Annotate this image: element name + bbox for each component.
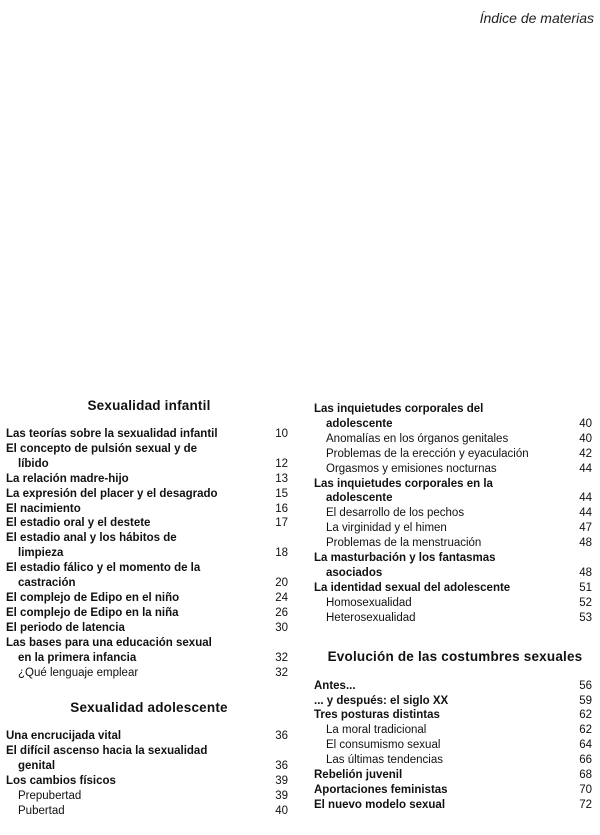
entry-title: Una encrucijada vital <box>6 730 122 743</box>
page-number: 26 <box>275 606 288 619</box>
page-number: 24 <box>275 591 288 604</box>
page-number: 12 <box>275 457 288 470</box>
toc-right-column <box>314 402 596 813</box>
page-number: 36 <box>275 730 288 743</box>
page-number: 44 <box>579 492 592 505</box>
page-number: 62 <box>579 724 592 737</box>
page-number: 42 <box>579 447 592 460</box>
entry-title: adolescente <box>326 492 393 505</box>
entry-title: Las inquietudes corporales del <box>314 403 484 415</box>
toc-subentry <box>6 666 292 681</box>
page-number: 64 <box>579 739 592 752</box>
toc-entry <box>6 561 292 591</box>
toc-entry <box>6 774 292 789</box>
entry-title: ... y después: el siglo XX <box>314 694 449 707</box>
toc-subentry <box>314 447 596 462</box>
entry-title: El nacimiento <box>6 502 81 515</box>
entry-title: líbido <box>18 457 49 470</box>
page-number: 40 <box>275 804 288 817</box>
entry-title: El difícil ascenso hacia la sexualidad <box>6 745 208 758</box>
page-number: 39 <box>275 790 288 803</box>
entry-title: La virginidad y el himen <box>326 522 447 535</box>
toc-subentry <box>314 536 596 551</box>
page-number: 44 <box>579 507 592 520</box>
toc-section <box>6 700 292 818</box>
toc-entry <box>6 531 292 561</box>
entry-title: castración <box>18 577 76 590</box>
page-number: 32 <box>275 666 288 679</box>
page-number: 30 <box>275 621 288 634</box>
entry-title: Problemas de la erección y eyaculación <box>326 447 529 460</box>
toc-section <box>314 649 596 813</box>
entry-title: La masturbación y los fantasmas <box>314 552 496 565</box>
page-number: 44 <box>579 462 592 475</box>
entry-title: en la primera infancia <box>18 651 137 664</box>
entry-title: asociados <box>326 566 383 579</box>
page-number: 47 <box>579 522 592 535</box>
entry-title: La identidad sexual del adolescente <box>314 581 511 594</box>
entry-title: Los cambios físicos <box>6 775 116 788</box>
page-number: 10 <box>275 428 288 440</box>
toc-subentry <box>314 596 596 611</box>
toc-entry <box>314 581 596 596</box>
toc-entry <box>6 606 292 621</box>
entry-title: Las inquietudes corporales en la <box>314 477 493 490</box>
entry-title: Tres posturas distintas <box>314 709 440 722</box>
entry-title: Antes... <box>314 679 356 692</box>
entry-title: adolescente <box>326 417 393 430</box>
entry-title: Homosexualidad <box>326 596 412 609</box>
toc-entry <box>314 708 596 723</box>
toc-entry <box>6 621 292 636</box>
entry-title: La expresión del placer y el desagrado <box>6 487 218 500</box>
page-number: 56 <box>579 679 592 692</box>
toc-entry <box>314 477 596 507</box>
toc-entry <box>314 402 596 432</box>
page-number: 70 <box>579 783 592 796</box>
page-number: 52 <box>579 596 592 609</box>
entry-title: El periodo de latencia <box>6 621 125 634</box>
toc-entry <box>314 679 596 694</box>
page-number: 13 <box>275 472 288 485</box>
entry-title: Las bases para una educación sexual <box>6 636 212 649</box>
entry-title: genital <box>18 760 56 773</box>
page-number: 40 <box>579 432 592 445</box>
entry-title: El desarrollo de los pechos <box>326 507 465 520</box>
page-number: 48 <box>579 566 592 579</box>
toc-entry <box>6 744 292 774</box>
toc-subentry <box>314 462 596 477</box>
toc-entry <box>314 783 596 798</box>
toc-entry <box>6 636 292 666</box>
entry-title: Heterosexualidad <box>326 611 416 624</box>
page-number: 15 <box>275 487 288 500</box>
entry-title: El estadio anal y los hábitos de <box>6 532 177 545</box>
toc-entry <box>6 472 292 487</box>
page-number: 68 <box>579 769 592 782</box>
page-number: 39 <box>275 775 288 788</box>
toc-subentry <box>314 753 596 768</box>
toc-subentry <box>314 723 596 738</box>
page-number: 16 <box>275 502 288 515</box>
section-title-sexualidad-adolescente: Sexualidad adolescente <box>70 700 228 716</box>
toc-entry <box>6 591 292 606</box>
entry-title: El consumismo sexual <box>326 739 441 752</box>
page-number: 66 <box>579 754 592 767</box>
entry-title: El estadio fálico y el momento de la <box>6 562 201 575</box>
entry-title: Prepubertad <box>18 790 82 803</box>
page-number: 72 <box>579 798 592 811</box>
entry-title: Rebelión juvenil <box>314 769 403 782</box>
toc-section <box>6 398 292 680</box>
toc-entry <box>6 516 292 531</box>
entry-title: Pubertad <box>18 804 65 817</box>
toc-subentry <box>314 432 596 447</box>
page-number: 36 <box>275 760 288 773</box>
entry-title: ¿Qué lenguaje emplear <box>18 666 139 679</box>
running-head: Índice de materias <box>479 10 594 26</box>
toc-subentry <box>314 611 596 626</box>
entry-title: El concepto de pulsión sexual y de <box>6 442 198 455</box>
page-number: 53 <box>579 611 592 624</box>
toc-entry <box>6 487 292 502</box>
entry-title: Aportaciones feministas <box>314 783 448 796</box>
page-number: 40 <box>579 417 592 430</box>
toc-entry <box>314 694 596 709</box>
entry-title: limpieza <box>18 547 64 560</box>
page-number: 48 <box>579 537 592 550</box>
toc-subentry <box>314 506 596 521</box>
section-title-evolucion-de-las-costumbres-sexuales: Evolución de las costumbres sexuales <box>327 648 583 664</box>
entry-title: Problemas de la menstruación <box>326 537 482 550</box>
toc-left-column <box>6 398 292 819</box>
page-number: 20 <box>275 577 288 590</box>
page-number: 18 <box>275 547 288 560</box>
toc-subentry <box>314 738 596 753</box>
page-number: 62 <box>579 709 592 722</box>
entry-title: Orgasmos y emisiones nocturnas <box>326 462 497 475</box>
entry-title: El complejo de Edipo en la niña <box>6 606 179 619</box>
entry-title: Las últimas tendencias <box>326 754 443 767</box>
entry-title: El complejo de Edipo en el niño <box>6 591 180 604</box>
entry-title: El nuevo modelo sexual <box>314 798 446 811</box>
toc-subentry <box>6 804 292 819</box>
page-number: 17 <box>275 517 288 530</box>
page-number: 59 <box>579 694 592 707</box>
section-title-sexualidad-infantil: Sexualidad infantil <box>87 398 211 413</box>
entry-title: El estadio oral y el destete <box>6 517 151 530</box>
toc-entry <box>6 427 292 442</box>
toc-entry <box>6 442 292 472</box>
toc-subentry <box>314 521 596 536</box>
toc-entry <box>314 798 596 813</box>
toc-subentry <box>6 789 292 804</box>
toc-entry <box>6 502 292 517</box>
toc-entry <box>314 551 596 581</box>
toc-section <box>314 402 596 626</box>
toc-entry <box>314 768 596 783</box>
page-number: 32 <box>275 651 288 664</box>
entry-title: Las teorías sobre la sexualidad infantil <box>6 428 218 440</box>
page-number: 51 <box>579 581 592 594</box>
entry-title: La relación madre-hijo <box>6 472 129 485</box>
toc-entry <box>6 729 292 744</box>
entry-title: La moral tradicional <box>326 724 427 737</box>
entry-title: Anomalías en los órganos genitales <box>326 432 509 445</box>
